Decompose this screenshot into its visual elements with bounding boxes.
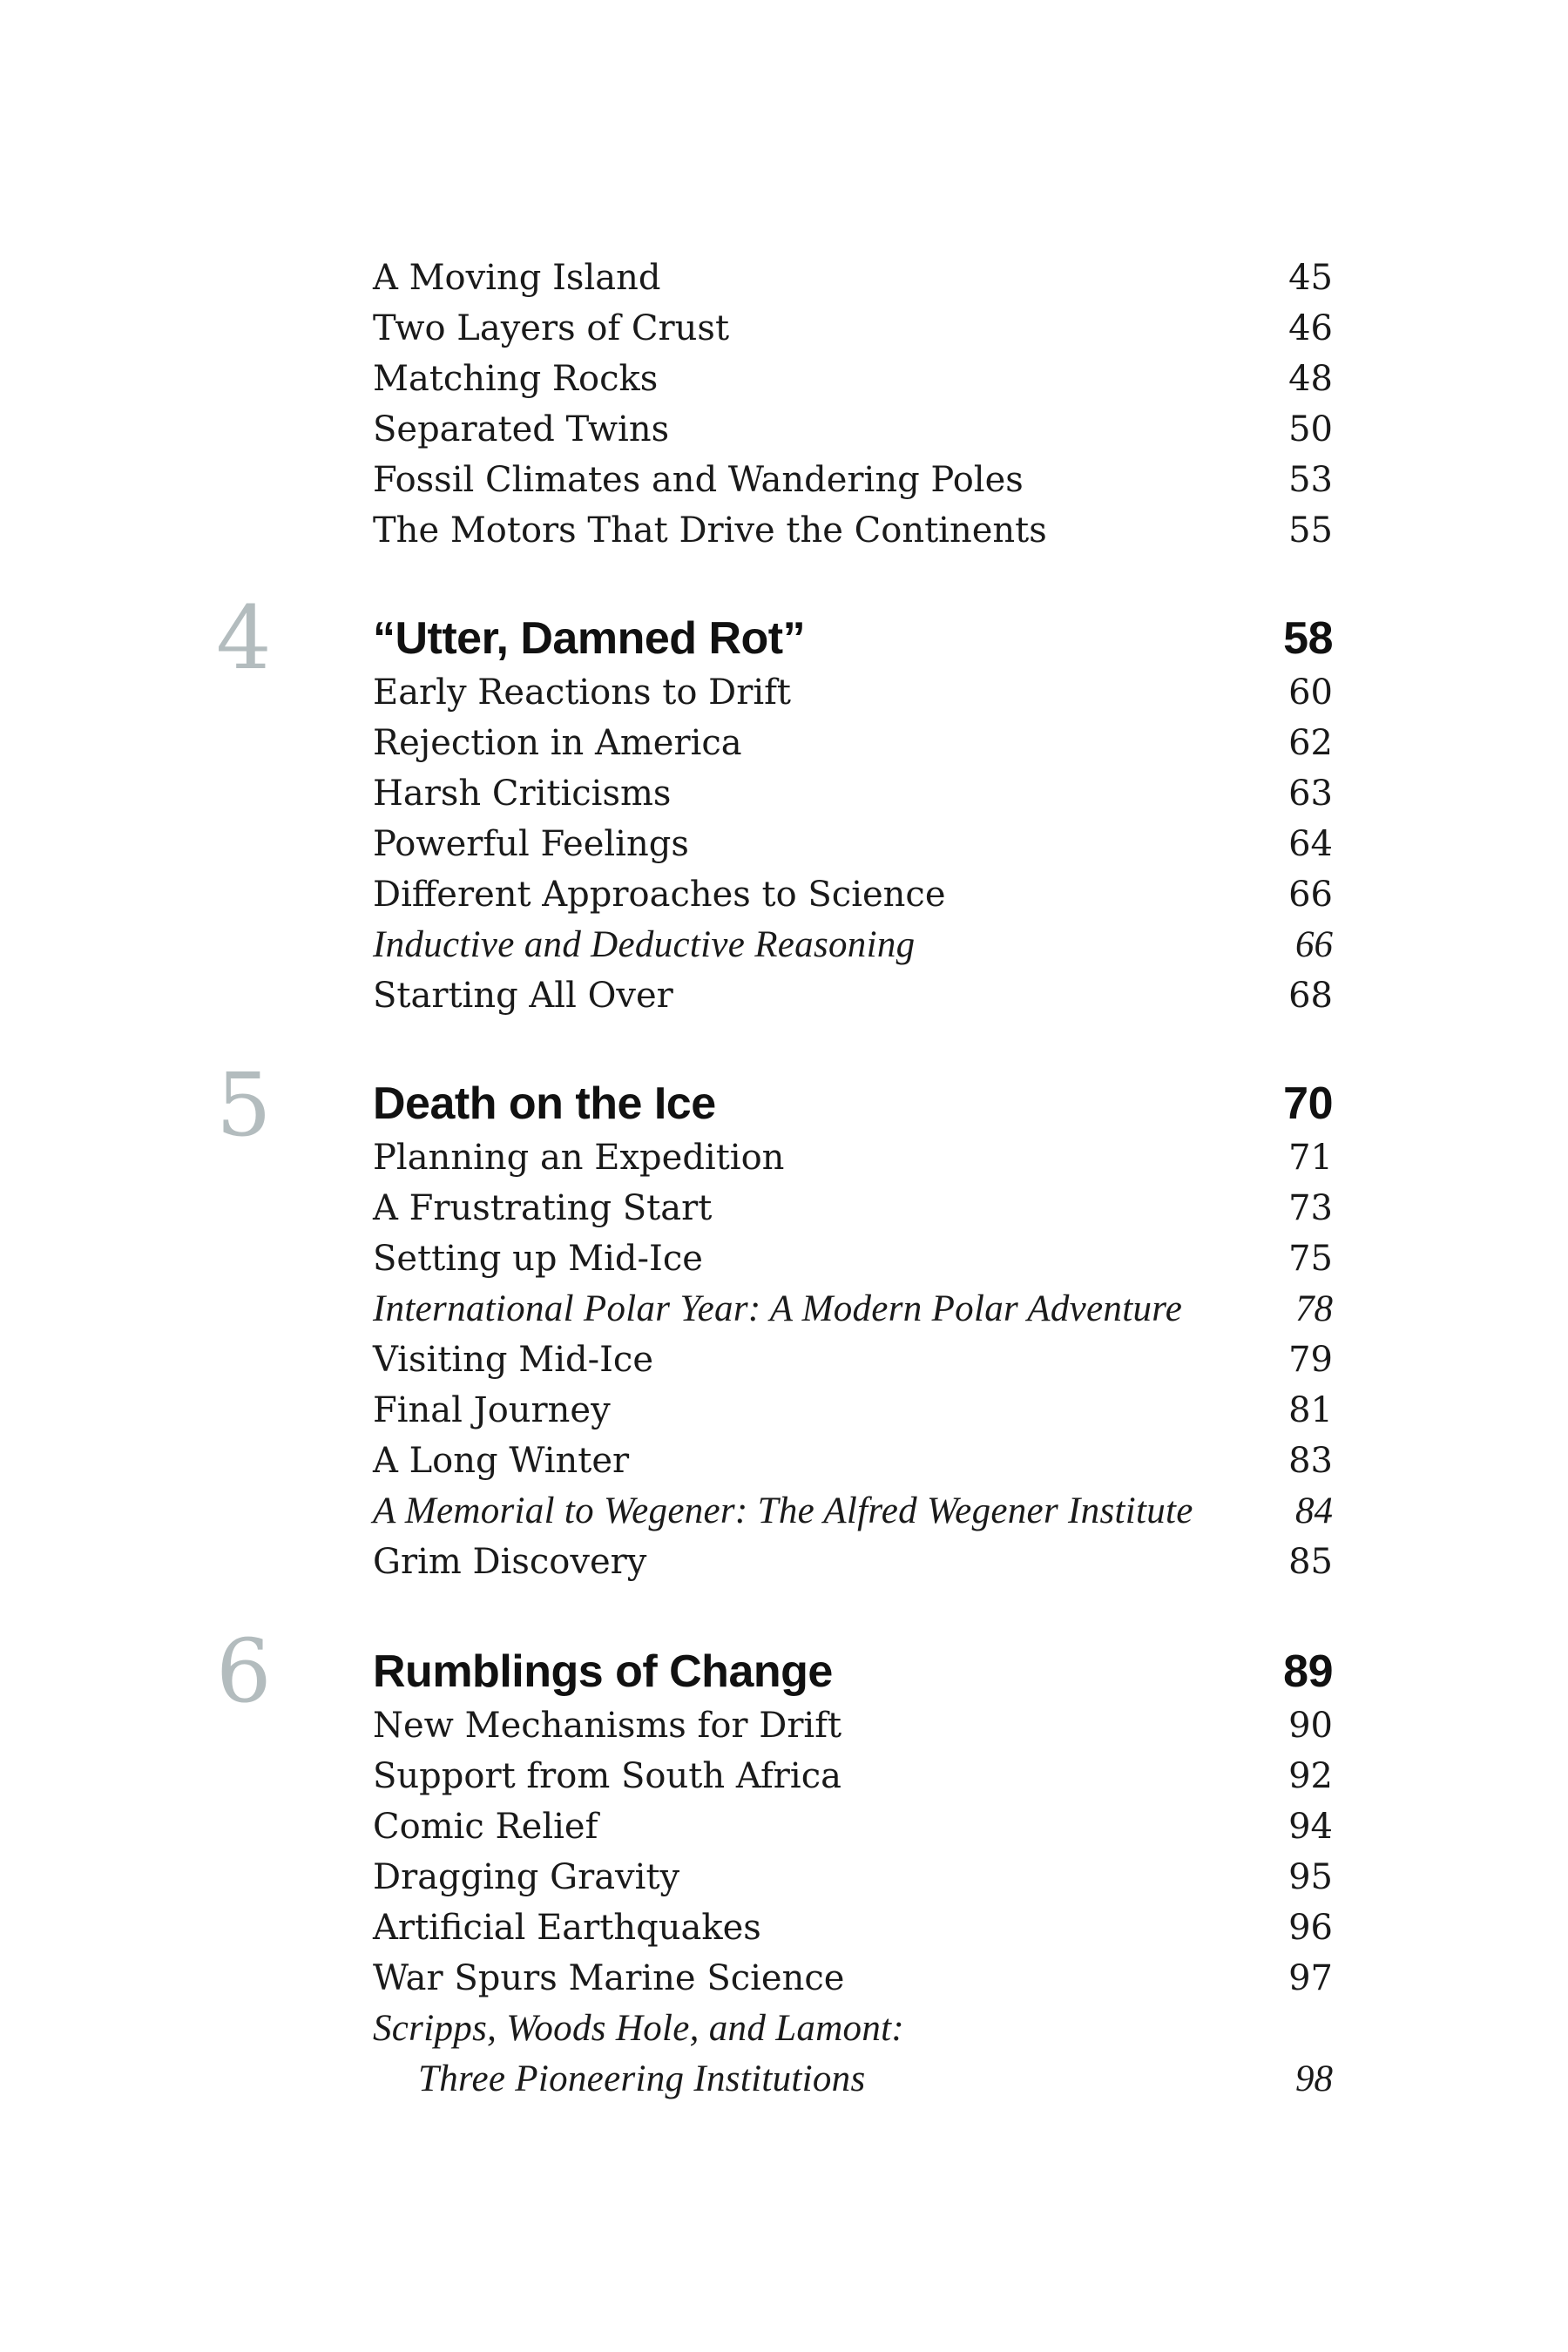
toc-entry-page: 84 (1295, 1490, 1333, 1531)
chapter-number: 5 (216, 1054, 272, 1156)
toc-entry-page: 97 (1288, 1958, 1333, 1998)
chapter-heading (373, 1073, 1333, 1134)
toc-entry-title: Three Pioneering Institutions (418, 2058, 866, 2099)
toc-entry (373, 1436, 1333, 1486)
toc-entry-title: Fossil Climates and Wandering Poles (373, 460, 1024, 500)
toc-entry-page: 98 (1295, 2058, 1333, 2099)
toc-entry-title: War Spurs Marine Science (373, 1958, 845, 1998)
toc-entry-page: 48 (1288, 359, 1333, 399)
toc-entry-page: 62 (1288, 723, 1333, 763)
toc-entry (373, 1852, 1333, 1903)
toc-entry (373, 1537, 1333, 1587)
toc-entry-feature-continued (373, 2054, 1333, 2105)
toc-entry (373, 1132, 1333, 1183)
toc-entry (373, 303, 1333, 354)
toc-entry-title: A Moving Island (373, 258, 661, 298)
toc-entry-page: 45 (1288, 258, 1333, 298)
chapter-heading (373, 608, 1333, 669)
toc-entry (373, 404, 1333, 455)
toc-entry-page: 92 (1288, 1756, 1333, 1796)
toc-entry (373, 253, 1333, 303)
toc-entry (373, 768, 1333, 819)
toc-entry-page: 73 (1288, 1188, 1333, 1228)
toc-entry-title: Two Layers of Crust (373, 308, 730, 348)
toc-entry-feature (373, 2004, 1333, 2054)
toc-entry-title: Different Approaches to Science (373, 875, 946, 915)
toc-entry-title: Comic Relief (373, 1807, 598, 1847)
toc-entry-page: 64 (1288, 824, 1333, 864)
chapter-title: “Utter, Damned Rot” (373, 613, 806, 664)
toc-entry-title: Support from South Africa (373, 1756, 841, 1796)
toc-entry (373, 1953, 1333, 2004)
toc-entry-title: Separated Twins (373, 409, 670, 449)
toc-entry (373, 1751, 1333, 1801)
toc-entry-page: 60 (1288, 672, 1333, 713)
toc-entry-page: 66 (1295, 924, 1333, 965)
toc-entry-page: 90 (1288, 1706, 1333, 1746)
chapter-title: Rumblings of Change (373, 1646, 833, 1697)
toc-entry-page: 68 (1288, 976, 1333, 1016)
toc-entry-title: Planning an Expedition (373, 1138, 785, 1178)
toc-entry-page: 71 (1288, 1138, 1333, 1178)
chapter-number: 6 (216, 1620, 272, 1722)
toc-entry-feature (373, 920, 1333, 970)
toc-entry-title: Harsh Criticisms (373, 774, 672, 814)
toc-entry (373, 505, 1333, 556)
toc-entry-page: 66 (1288, 875, 1333, 915)
toc-entry-page: 79 (1288, 1340, 1333, 1380)
toc-entry (373, 869, 1333, 920)
toc-entry-page: 96 (1288, 1908, 1333, 1948)
toc-entry-title: A Long Winter (373, 1441, 630, 1481)
chapter-number: 4 (216, 587, 272, 689)
toc-entry-title: Rejection in America (373, 723, 742, 763)
toc-entry (373, 718, 1333, 768)
chapter-page: 89 (1283, 1646, 1333, 1697)
toc-entry-title: The Motors That Drive the Continents (373, 510, 1047, 551)
toc-entry-title: Artificial Earthquakes (373, 1908, 761, 1948)
toc-entry-title: A Frustrating Start (373, 1188, 713, 1228)
toc-entry-page: 78 (1295, 1288, 1333, 1329)
toc-entry (373, 455, 1333, 505)
toc-entry-title: A Memorial to Wegener: The Alfred Wegener Institute (373, 1490, 1193, 1531)
toc-entry (373, 1183, 1333, 1233)
toc-entry-page: 46 (1288, 308, 1333, 348)
toc-entry (373, 354, 1333, 404)
toc-entry-title: Matching Rocks (373, 359, 659, 399)
toc-entry (373, 819, 1333, 869)
toc-entry-page: 53 (1288, 460, 1333, 500)
toc-entry (373, 1700, 1333, 1751)
toc-entry-title: Early Reactions to Drift (373, 672, 791, 713)
toc-entry (373, 1335, 1333, 1385)
toc-entry-title: Final Journey (373, 1390, 611, 1430)
toc-entry (373, 1903, 1333, 1953)
chapter-title: Death on the Ice (373, 1078, 716, 1129)
toc-entry-feature (373, 1284, 1333, 1335)
toc-entry (373, 1385, 1333, 1436)
toc-entry-title: Inductive and Deductive Reasoning (373, 924, 916, 965)
toc-entry-title: Grim Discovery (373, 1542, 647, 1582)
chapter-page: 70 (1283, 1078, 1333, 1129)
toc-entry-title: Starting All Over (373, 976, 673, 1016)
toc-entry-page: 85 (1288, 1542, 1333, 1582)
toc-entry (373, 1801, 1333, 1852)
toc-entry-feature (373, 1486, 1333, 1537)
toc-entry-page: 50 (1288, 409, 1333, 449)
toc-entry-title: Setting up Mid-Ice (373, 1239, 703, 1279)
toc-entry-page: 63 (1288, 774, 1333, 814)
toc-entry-page: 55 (1288, 510, 1333, 551)
toc-entry-title: New Mechanisms for Drift (373, 1706, 842, 1746)
toc-entry-title: Powerful Feelings (373, 824, 689, 864)
toc-entry-page: 75 (1288, 1239, 1333, 1279)
toc-entry-title: Visiting Mid-Ice (373, 1340, 653, 1380)
toc-entry-title: Scripps, Woods Hole, and Lamont: (373, 2008, 905, 2049)
toc-entry-page: 83 (1288, 1441, 1333, 1481)
toc-entry (373, 970, 1333, 1021)
toc-entry-page: 95 (1288, 1857, 1333, 1897)
toc-entry-page: 94 (1288, 1807, 1333, 1847)
toc-entry-page: 81 (1288, 1390, 1333, 1430)
toc-entry-title: Dragging Gravity (373, 1857, 680, 1897)
chapter-heading (373, 1641, 1333, 1702)
chapter-page: 58 (1283, 613, 1333, 664)
toc-entry (373, 667, 1333, 718)
toc-entry (373, 1233, 1333, 1284)
toc-entry-title: International Polar Year: A Modern Polar Adventure (373, 1288, 1183, 1329)
